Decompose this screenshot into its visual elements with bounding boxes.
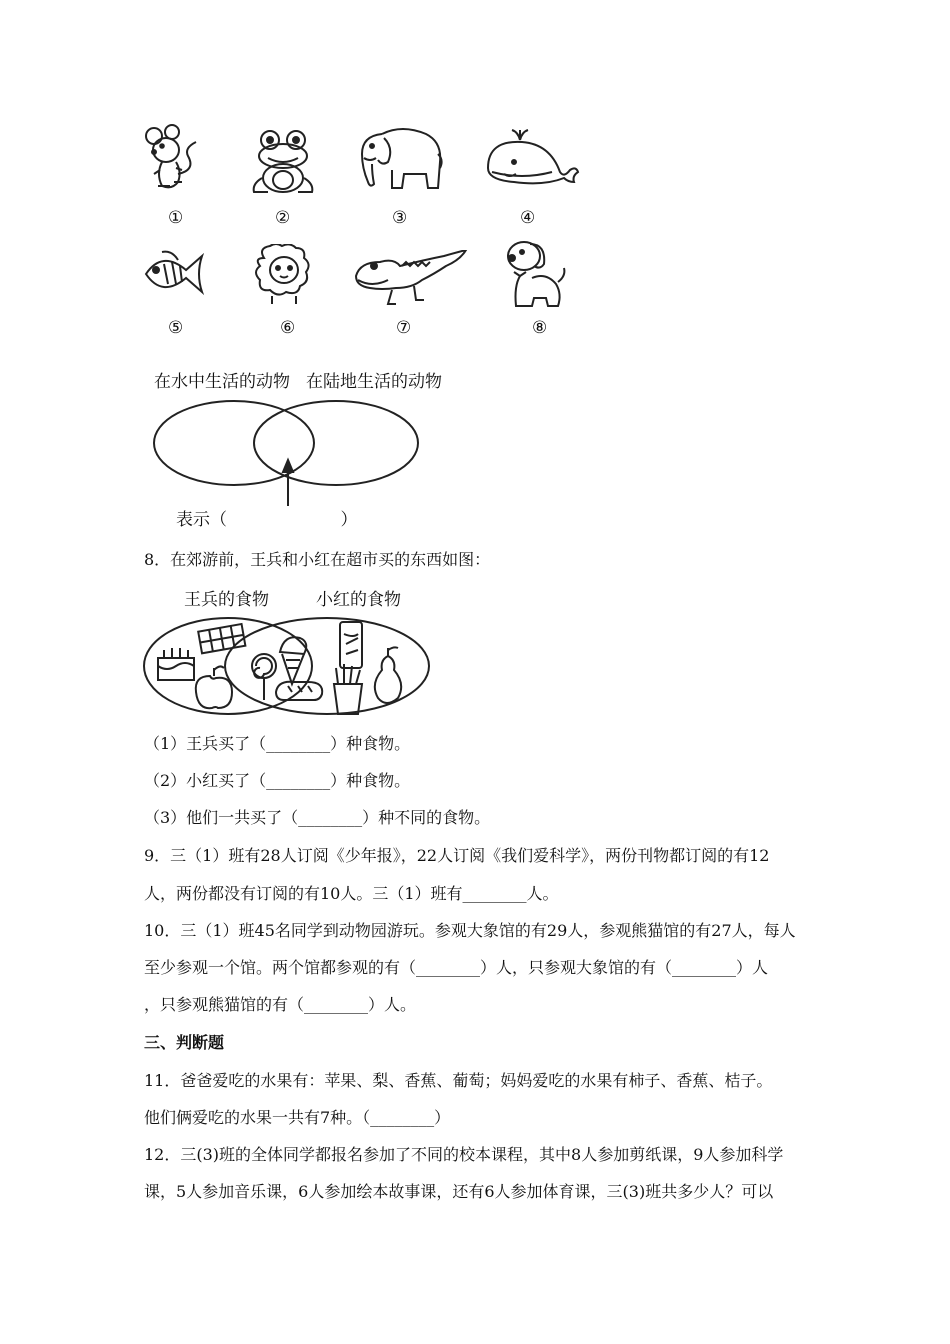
lollipop-icon [252,654,276,700]
animal-number-8: ⑧ [532,318,548,338]
venn-label-xiaohong: 小红的食物 [316,590,401,610]
animal-number-6: ⑥ [280,318,296,338]
section-3-title: 三、判断题 [144,1033,225,1052]
question-12-line-1: 12．三(3)班的全体同学都报名参加了不同的校本课程，其中8人参加剪纸课，9人参加科学 [144,1145,784,1164]
question-9-line-2: 人，两份都没有订阅的有10人。三（1）班有________人。 [144,884,559,903]
question-12-line-2: 课，5人参加音乐课，6人参加绘本故事课，还有6人参加体育课，三(3)班共多少人？可以 [144,1182,774,1201]
animal-number-5: ⑤ [168,318,184,338]
question-11-line-2: 他们俩爱吃的水果一共有7种。（________） [144,1108,451,1127]
venn-label-wangbing: 王兵的食物 [184,590,269,610]
animal-number-2: ② [275,208,291,228]
question-9-line-1: 9．三（1）班有28人订阅《少年报》，22人订阅《我们爱科学》，两份刊物都订阅的有12 [144,846,770,865]
question-10-line-1: 10．三（1）班45名同学到动物园游玩。参观大象馆的有29人，参观熊猫馆的有27人，每人 [144,921,796,940]
question-8-sub-2: （2）小红买了（________）种食物。 [144,771,411,790]
animal-number-1: ① [168,208,184,228]
question-10-line-2: 至少参观一个馆。两个馆都参观的有（________）人，只参观大象馆的有（________）人 [144,958,769,977]
animal-venn-diagram [150,398,426,508]
question-11-line-1: 11．爸爸爱吃的水果有：苹果、梨、香蕉、葡萄；妈妈爱吃的水果有柿子、香蕉、桔子。 [144,1071,773,1090]
pear-icon [375,647,401,703]
venn-label-water: 在水中生活的动物 [154,372,290,392]
sheep-illustration [252,244,324,306]
animal-number-3: ③ [392,208,408,228]
food-venn-diagram [142,614,432,718]
dog-illustration [502,238,572,310]
frog-illustration [248,128,320,196]
animal-number-7: ⑦ [396,318,412,338]
cake-icon [158,648,194,680]
question-8-sub-3: （3）他们一共买了（________）种不同的食物。 [144,808,491,827]
elephant-illustration [354,124,444,194]
question-8-stem: 8．在郊游前，王兵和小红在超市买的东西如图： [144,550,491,569]
question-10-line-3: ，只参观熊猫馆的有（________）人。 [144,995,417,1014]
chocolate-icon [198,624,245,653]
animal-number-4: ④ [520,208,536,228]
venn-label-land: 在陆地生活的动物 [306,372,442,392]
fries-icon [334,664,362,714]
whale-illustration [484,126,580,192]
mouse-illustration [140,124,216,200]
fish-illustration [142,250,208,300]
venn-arrow-caption: 表示（ ） [176,510,358,530]
question-8-sub-1: （1）王兵买了（________）种食物。 [144,734,411,753]
cola-can-icon [340,622,362,668]
crocodile-illustration [352,250,468,308]
